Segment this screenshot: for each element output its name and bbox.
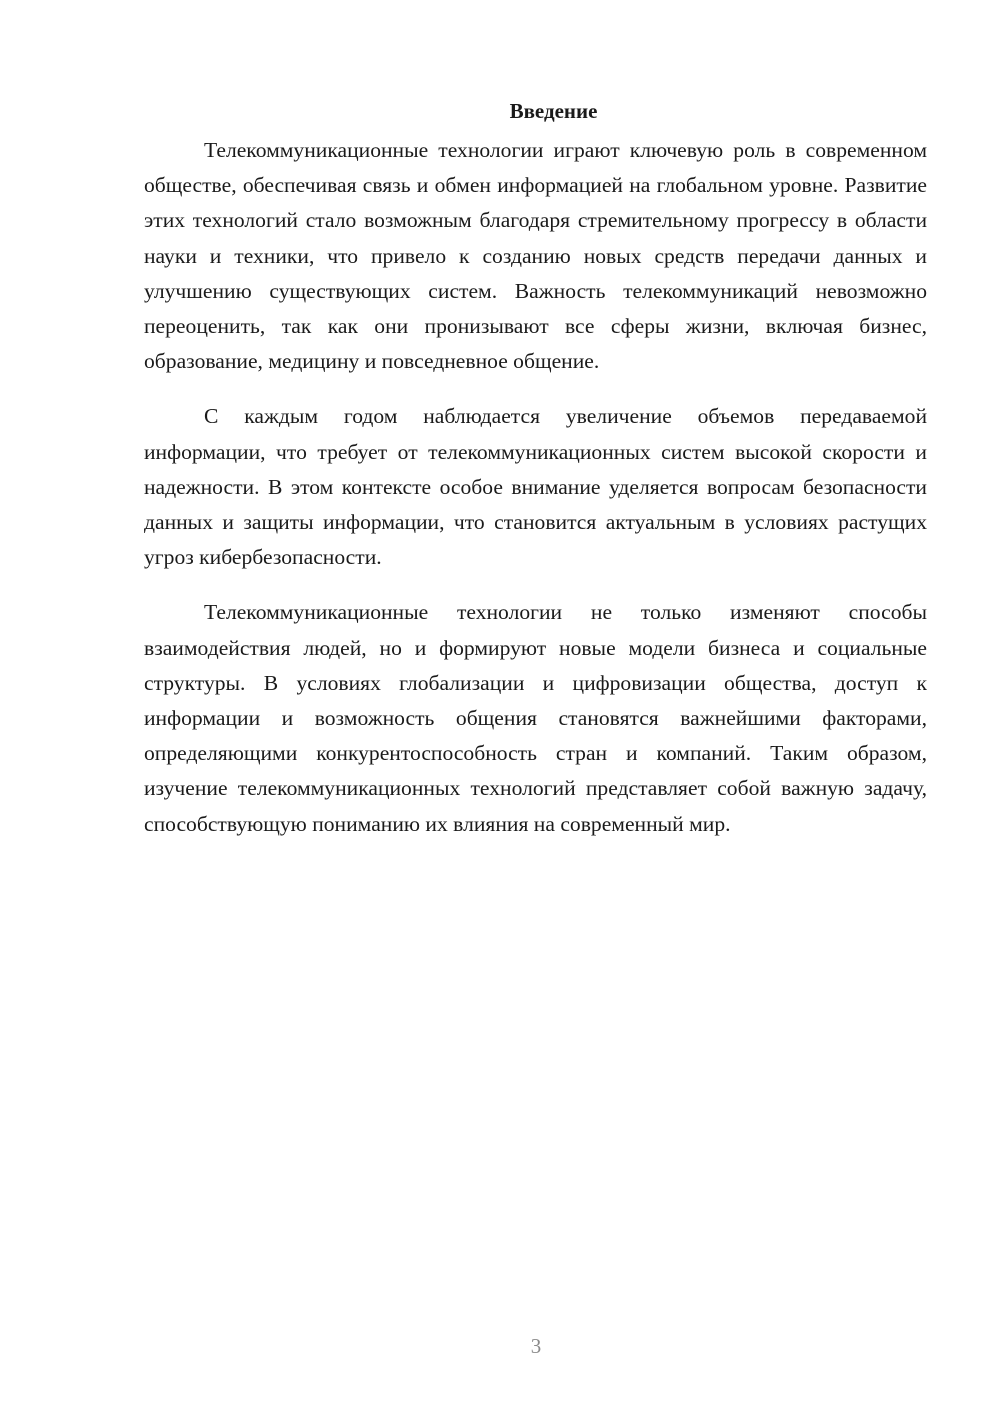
paragraph-3: Телекоммуникационные технологии не только изменяют способы взаимодействия людей, но и формируют новые модели бизнеса и социальные структуры. В условиях глобализации и цифровизации общества, доступ к информации и возможность общения становятся важнейшими факторами, определяющими конкурентоспособность стран и компаний. Таким образом, изучение телекоммуникационных технологий представляет собой важную задачу, способствующую пониманию их влияния на современный мир. — [144, 600, 927, 836]
section-heading: Введение — [509, 99, 598, 123]
paragraph-2: С каждым годом наблюдается увеличение объемов передаваемой информации, что требует от телекоммуникационных систем высокой скорости и надежности. В этом контексте особое внимание уделяется вопросам безопасности данных и защиты информации, что становится актуальным в условиях растущих угроз кибербезопасности. — [144, 404, 927, 570]
page-number: 3 — [530, 1334, 542, 1358]
page-content — [144, 96, 927, 842]
paragraph-1: Телекоммуникационные технологии играют ключевую роль в современном обществе, обеспечивая связь и обмен информацией на глобальном уровне. Развитие этих технологий стало возможным благодаря стремительному прогрессу в области науки и техники, что привело к созданию новых средств передачи данных и улучшению существующих систем. Важность телекоммуникаций невозможно переоценить, так как они пронизывают все сферы жизни, включая бизнес, образование, медицину и повседневное общение. — [144, 138, 927, 374]
